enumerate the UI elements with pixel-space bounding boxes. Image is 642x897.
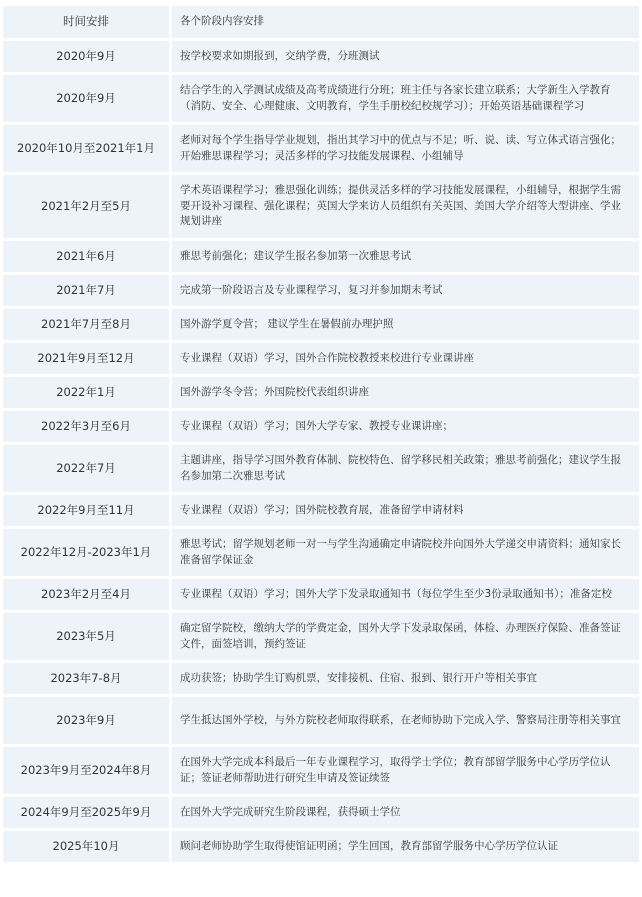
row-time: 2021年7月至8月 [3,309,172,340]
row-content: 国外游学冬令营；外国院校代表组织讲座 [172,377,639,408]
row-time: 2022年3月至6月 [3,411,172,442]
row-time: 2022年12月-2023年1月 [3,529,172,576]
row-content: 在国外大学完成研究生阶段课程，获得硕士学位 [172,797,639,828]
row-time: 2022年1月 [3,377,172,408]
row-content: 雅思考前强化；建议学生报名参加第一次雅思考试 [172,241,639,272]
table-row [3,343,639,374]
table-row [3,309,639,340]
row-time: 2022年7月 [3,445,172,492]
row-time: 2021年2月至5月 [3,175,172,238]
row-time: 2023年5月 [3,613,172,660]
row-content: 顾问老师协助学生取得使馆证明函；学生回国，教育部留学服务中心学历学位认证 [172,831,639,862]
table-row [3,613,639,660]
table-row [3,697,639,744]
header-row [3,6,639,38]
row-content: 在国外大学完成本科最后一年专业课程学习，取得学士学位；教育部留学服务中心学历学位认证；签证老师帮助进行研究生申请及签证续签 [172,747,639,794]
row-time: 2023年9月 [3,697,172,744]
row-time: 2024年9月至2025年9月 [3,797,172,828]
row-time: 2021年6月 [3,241,172,272]
table-row [3,831,639,862]
table-row [3,579,639,610]
row-content: 确定留学院校，缴纳大学的学费定金，国外大学下发录取保函，体检、办理医疗保险、准备签证文件，面签培训，预约签证 [172,613,639,660]
row-content: 按学校要求如期报到，交纳学费，分班测试 [172,41,639,72]
table-row [3,75,639,122]
row-time: 2023年9月至2024年8月 [3,747,172,794]
schedule-body [3,6,639,862]
header-time: 时间安排 [3,6,172,38]
table-row [3,529,639,576]
row-content: 雅思考试；留学规划老师一对一与学生沟通确定申请院校并向国外大学递交申请资料；通知家长准备留学保证金 [172,529,639,576]
table-row [3,411,639,442]
row-time: 2020年9月 [3,75,172,122]
table-row [3,663,639,694]
row-content: 学生抵达国外学校，与外方院校老师取得联系，在老师协助下完成入学、警察局注册等相关事宜 [172,697,639,744]
row-time: 2021年9月至12月 [3,343,172,374]
table-row [3,241,639,272]
table-row [3,495,639,526]
row-content: 成功获签；协助学生订购机票，安排接机、住宿、报到、银行开户等相关事宜 [172,663,639,694]
row-content: 专业课程（双语）学习；国外大学下发录取通知书（每位学生至少3份录取通知书）；准备定校 [172,579,639,610]
row-content: 主题讲座，指导学习国外教育体制、院校特色、留学移民相关政策；雅思考前强化；建议学生报名参加第二次雅思考试 [172,445,639,492]
row-time: 2020年9月 [3,41,172,72]
table-row [3,125,639,172]
table-row [3,445,639,492]
row-time: 2022年9月至11月 [3,495,172,526]
row-time: 2023年7-8月 [3,663,172,694]
row-content: 国外游学夏令营； 建议学生在暑假前办理护照 [172,309,639,340]
row-content: 完成第一阶段语言及专业课程学习，复习并参加期末考试 [172,275,639,306]
row-time: 2020年10月至2021年1月 [3,125,172,172]
row-content: 结合学生的入学测试成绩及高考成绩进行分班；班主任与各家长建立联系；大学新生入学教育（消防、安全、心理健康、文明教育，学生手册校纪校规学习）；开始英语基础课程学习 [172,75,639,122]
row-time: 2023年2月至4月 [3,579,172,610]
row-content: 专业课程（双语）学习；国外大学专家、教授专业课讲座； [172,411,639,442]
table-row [3,275,639,306]
row-content: 学术英语课程学习；雅思强化训练；提供灵活多样的学习技能发展课程，小组辅导，根据学生需要开设补习课程、强化课程；英国大学来访人员组织有关英国、美国大学介绍等大型讲座、学业规划讲座 [172,175,639,238]
table-row [3,41,639,72]
table-row [3,797,639,828]
table-row [3,175,639,238]
row-time: 2021年7月 [3,275,172,306]
schedule-table [3,3,639,865]
row-content: 老师对每个学生指导学业规划，指出其学习中的优点与不足；听、说、读、写立体式语言强化；开始雅思课程学习；灵活多样的学习技能发展课程、小组辅导 [172,125,639,172]
row-content: 专业课程（双语）学习；国外院校教育展，准备留学申请材料 [172,495,639,526]
header-content: 各个阶段内容安排 [172,6,639,38]
table-row [3,747,639,794]
row-content: 专业课程（双语）学习，国外合作院校教授来校进行专业课讲座 [172,343,639,374]
table-row [3,377,639,408]
row-time: 2025年10月 [3,831,172,862]
